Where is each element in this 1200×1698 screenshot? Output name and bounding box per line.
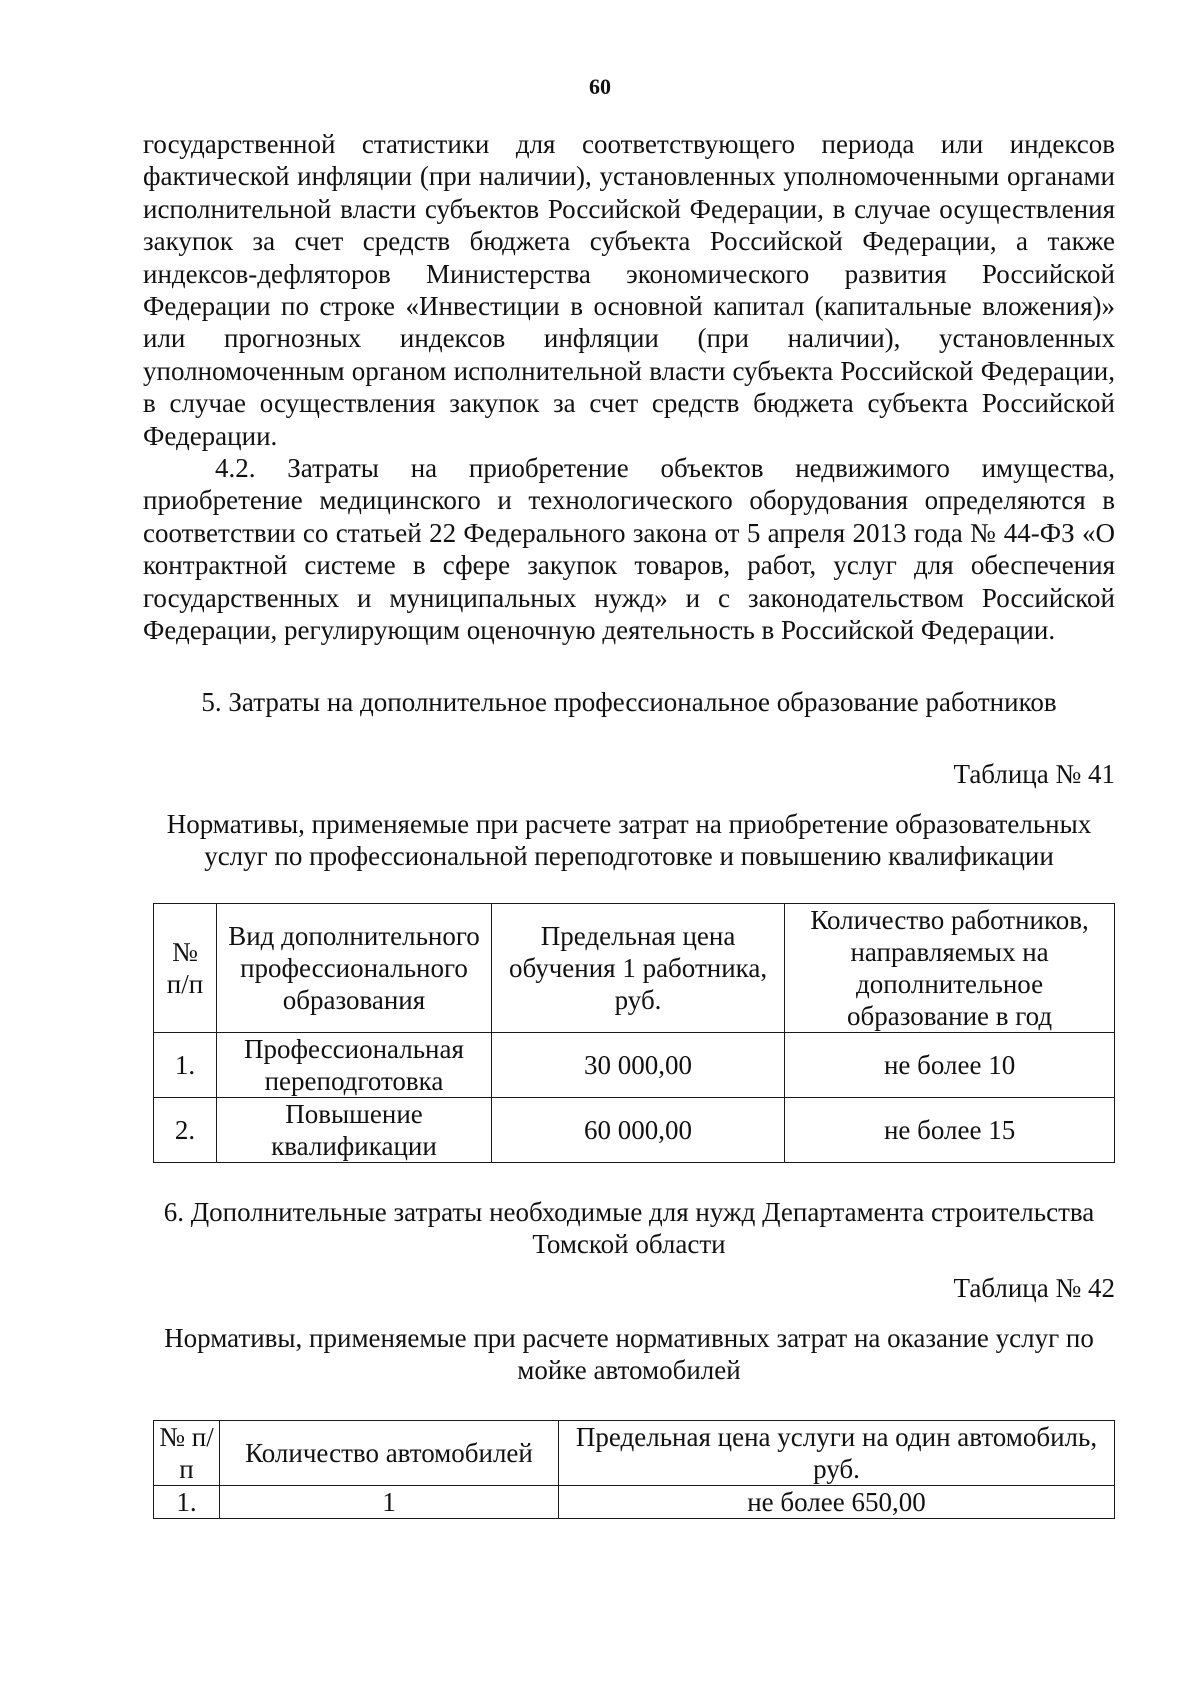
table-row (154, 1033, 1115, 1098)
cell-education-type: Профессиональная переподготовка (217, 1033, 492, 1098)
table-42-caption: Нормативы, применяемые при расчете нормативных затрат на оказание услуг по мойке автомобилей (164, 1323, 1094, 1386)
section-6-heading: 6. Дополнительные затраты необходимые для нужд Департамента строительства Томской области (163, 1197, 1095, 1260)
cell-price: 30 000,00 (491, 1033, 784, 1098)
table-row (154, 1098, 1115, 1163)
header-vehicle-count: Количество автомобилей (220, 1421, 559, 1486)
cell-price-per-vehicle: не более 650,00 (559, 1486, 1115, 1519)
header-number: № п/п (154, 1421, 220, 1486)
header-number: № п/п (154, 904, 217, 1033)
table-41-caption: Нормативы, применяемые при расчете затрат на приобретение образовательных услуг по профессиональной переподготовке и повышению квалификации (166, 809, 1092, 872)
table-42 (153, 1420, 1115, 1519)
header-price: Предельная цена обучения 1 работника, руб. (491, 904, 784, 1033)
page-number: 60 (589, 74, 611, 99)
table-row (154, 1486, 1115, 1519)
section-5-heading: 5. Затраты на дополнительное профессиональное образование работников (201, 687, 1057, 717)
cell-employee-count: не более 15 (785, 1098, 1115, 1163)
cell-number: 1. (154, 1486, 220, 1519)
header-education-type: Вид дополнительного профессионального образования (217, 904, 492, 1033)
table-41-label: Таблица № 41 (953, 759, 1115, 789)
cell-price: 60 000,00 (491, 1098, 784, 1163)
body-paragraph-4-2: 4.2. Затраты на приобретение объектов недвижимого имущества, приобретение медицинского и технологического оборудования определяются в соответствии со статьей 22 Федерального закона от 5 апреля 2013 года № 44-ФЗ «О контрактной системе в сфере закупок товаров, работ, услуг для обеспечения государственных и муниципальных нужд» и с законодательством Российской Федерации, регулирующим оценочную деятельность в Российской Федерации. (143, 453, 1115, 646)
table-header-row (154, 1421, 1115, 1486)
table-41 (153, 903, 1115, 1163)
table-42-label: Таблица № 42 (953, 1273, 1115, 1303)
header-price-per-vehicle: Предельная цена услуги на один автомобиль, руб. (559, 1421, 1115, 1486)
body-paragraph: государственной статистики для соответствующего периода или индексов фактической инфляции (при наличии), установленных уполномоченными органами исполнительной власти субъектов Российской Федерации, в случае осуществления закупок за счет средств бюджета субъекта Российской Федерации, а также индексов-дефляторов Министерства экономического развития Российской Федерации по строке «Инвестиции в основной капитал (капитальные вложения)» или прогнозных индексов инфляции (при наличии), установленных уполномоченным органом исполнительной власти субъекта Российской Федерации, в случае осуществления закупок за счет средств бюджета субъекта Российской Федерации. (143, 129, 1115, 451)
header-employee-count: Количество работников, направляемых на дополнительное образование в год (785, 904, 1115, 1033)
cell-employee-count: не более 10 (785, 1033, 1115, 1098)
table-header-row (154, 904, 1115, 1033)
cell-vehicle-count: 1 (220, 1486, 559, 1519)
cell-number: 2. (154, 1098, 217, 1163)
cell-education-type: Повышение квалификации (217, 1098, 492, 1163)
cell-number: 1. (154, 1033, 217, 1098)
